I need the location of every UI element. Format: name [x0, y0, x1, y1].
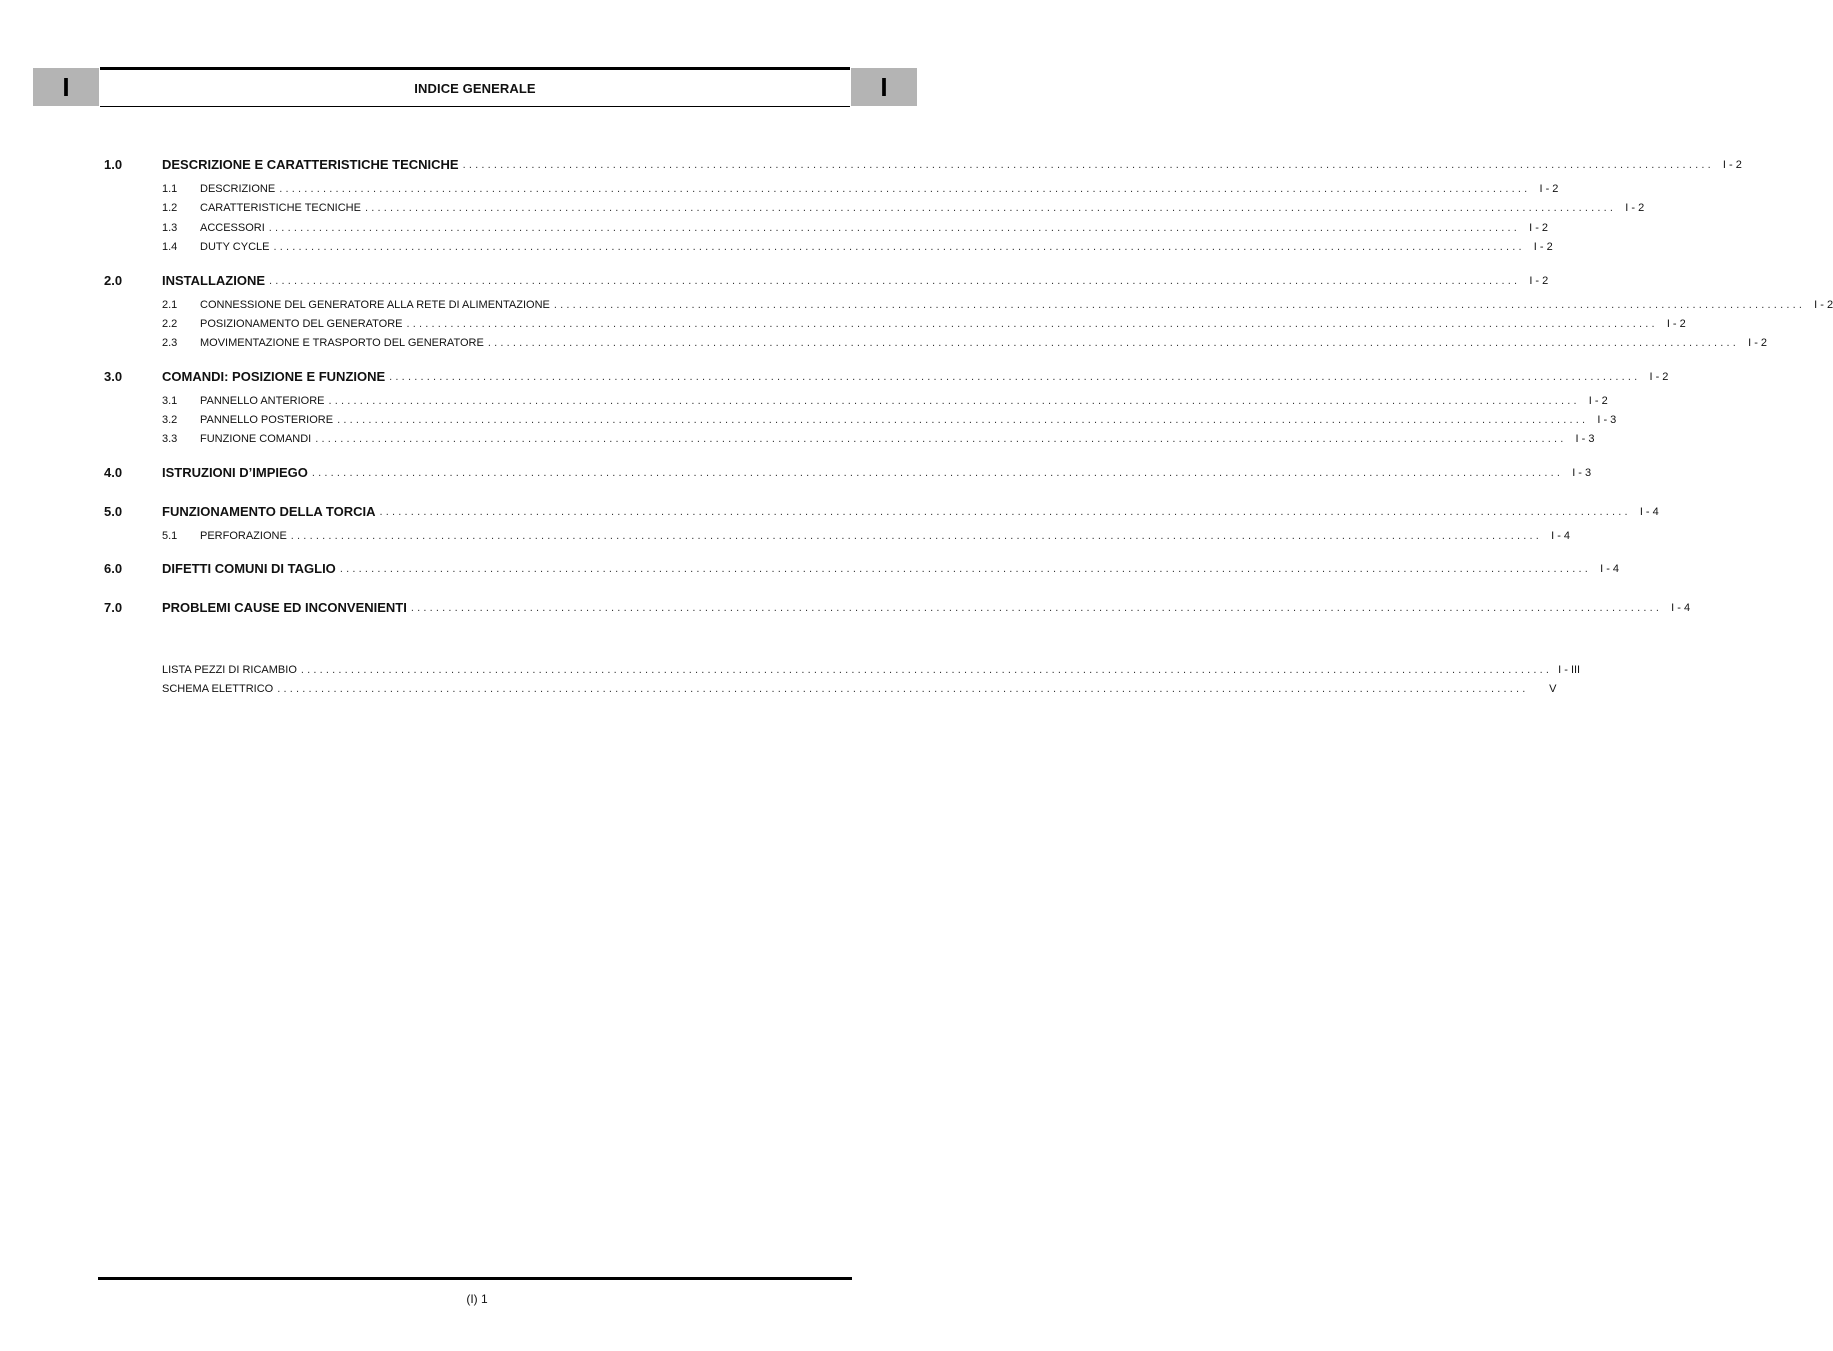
toc-number: 2.1	[162, 299, 178, 311]
toc-leader-dots: ........................................................................................................................................................................................................	[462, 159, 1714, 171]
footer-page-number: (I) 1	[466, 1292, 488, 1306]
toc-section-row[interactable]	[162, 525, 1571, 543]
toc-page-ref: I - 2	[1814, 299, 1833, 311]
toc-title: LISTA PEZZI DI RICAMBIO	[162, 664, 297, 676]
toc-page-ref: I - 2	[1533, 241, 1553, 253]
toc-number: 6.0	[104, 561, 123, 576]
toc-leader-dots: ........................................................................................................................................................................................................	[290, 530, 1543, 542]
toc-number: 3.0	[104, 369, 123, 384]
toc-page-ref: I - 2	[1625, 202, 1645, 214]
toc-page-ref: I - 2	[1666, 318, 1686, 330]
toc-title: DUTY CYCLE	[200, 241, 270, 253]
toc-chapter-row[interactable]	[104, 597, 1691, 615]
toc-number: 5.1	[162, 530, 178, 542]
toc-page-ref: I - 2	[1529, 222, 1549, 234]
toc-title: ACCESSORI	[200, 222, 265, 234]
toc-page-ref: I - 3	[1575, 433, 1595, 445]
toc-section-row[interactable]	[162, 409, 1617, 427]
toc-number: 2.0	[104, 273, 123, 288]
toc-title: MOVIMENTAZIONE E TRASPORTO DEL GENERATORE	[200, 337, 484, 349]
toc-number: 1.3	[162, 222, 178, 234]
toc-title: FUNZIONAMENTO DELLA TORCIA	[162, 504, 376, 519]
toc-title: INSTALLAZIONE	[162, 273, 266, 288]
toc-number: 3.2	[162, 414, 178, 426]
toc-page-ref: I - 2	[1649, 371, 1669, 383]
toc-number: 1.4	[162, 241, 178, 253]
toc-title: PANNELLO POSTERIORE	[200, 414, 334, 426]
section-tab-right: I	[851, 68, 917, 106]
toc-chapter-row[interactable]	[104, 501, 1659, 519]
toc-section-row[interactable]	[162, 217, 1549, 235]
toc-page-ref: V	[1549, 683, 1557, 695]
toc-leader-dots: ........................................................................................................................................................................................................	[315, 433, 1567, 445]
toc-number: 3.3	[162, 433, 178, 445]
toc-leader-dots: ........................................................................................................................................................................................................	[277, 683, 1529, 695]
toc-section-row[interactable]	[162, 178, 1559, 196]
toc-title: PROBLEMI CAUSE ED INCONVENIENTI	[162, 600, 407, 615]
toc-section-row[interactable]	[162, 428, 1595, 446]
toc-number: 2.2	[162, 318, 178, 330]
toc-number: 7.0	[104, 600, 123, 615]
toc-leader-dots: ........................................................................................................................................................................................................	[553, 299, 1806, 311]
toc-chapter-row[interactable]	[104, 154, 1742, 172]
toc-page-ref: I - 3	[1597, 414, 1617, 426]
toc-page-ref: I - 4	[1551, 530, 1571, 542]
toc-number: 5.0	[104, 504, 123, 519]
toc-leader-dots: ........................................................................................................................................................................................................	[339, 563, 1592, 575]
toc-title: DESCRIZIONE E CARATTERISTICHE TECNICHE	[162, 157, 459, 172]
toc-number: 2.3	[162, 337, 178, 349]
toc-title: PANNELLO ANTERIORE	[200, 395, 325, 407]
toc-title: COMANDI: POSIZIONE E FUNZIONE	[162, 369, 386, 384]
footer-divider	[98, 1277, 852, 1280]
toc-leader-dots: ........................................................................................................................................................................................................	[389, 371, 1641, 383]
toc-leader-dots: ........................................................................................................................................................................................................	[273, 241, 1525, 253]
toc-leader-dots: ........................................................................................................................................................................................................	[379, 506, 1631, 518]
toc-number: 1.1	[162, 183, 178, 195]
toc-number: 4.0	[104, 465, 123, 480]
toc-title: PERFORAZIONE	[200, 530, 287, 542]
toc-chapter-row[interactable]	[104, 558, 1620, 576]
toc-title: CONNESSIONE DEL GENERATORE ALLA RETE DI ALIMENTAZIONE	[200, 299, 550, 311]
toc-page-ref: I - 4	[1600, 563, 1620, 575]
toc-page-ref: I - 2	[1529, 275, 1549, 287]
toc-number: 3.1	[162, 395, 178, 407]
toc-number: 1.0	[104, 157, 123, 172]
toc-leader-dots: ........................................................................................................................................................................................................	[268, 222, 1521, 234]
toc-section-row[interactable]	[162, 332, 1768, 350]
toc-appendix-row[interactable]	[162, 678, 1557, 696]
toc-page-ref: I - 2	[1539, 183, 1559, 195]
toc-leader-dots: ........................................................................................................................................................................................................	[279, 183, 1531, 195]
toc-leader-dots: ........................................................................................................................................................................................................	[364, 202, 1617, 214]
toc-number: 1.2	[162, 202, 178, 214]
toc-title: ISTRUZIONI D’IMPIEGO	[162, 465, 308, 480]
toc-chapter-row[interactable]	[104, 462, 1592, 480]
toc-leader-dots: ........................................................................................................................................................................................................	[269, 275, 1521, 287]
toc-title: DESCRIZIONE	[200, 183, 276, 195]
toc-section-row[interactable]	[162, 236, 1553, 254]
toc-leader-dots: ........................................................................................................................................................................................................	[328, 395, 1580, 407]
toc-page-ref: I - 3	[1572, 467, 1592, 479]
toc-leader-dots: ........................................................................................................................................................................................................	[300, 664, 1553, 676]
toc-leader-dots: ........................................................................................................................................................................................................	[337, 414, 1589, 426]
toc-leader-dots: ........................................................................................................................................................................................................	[406, 318, 1658, 330]
toc-title: DIFETTI COMUNI DI TAGLIO	[162, 561, 336, 576]
toc-title: CARATTERISTICHE TECNICHE	[200, 202, 361, 214]
section-tab-left: I	[33, 68, 99, 106]
toc-page-ref: I - 4	[1639, 506, 1659, 518]
toc-leader-dots: ........................................................................................................................................................................................................	[487, 337, 1740, 349]
toc-appendix-row[interactable]	[162, 659, 1581, 677]
toc-section-row[interactable]	[162, 313, 1686, 331]
toc-page-ref: I - 4	[1671, 602, 1691, 614]
toc-page-ref: I - 2	[1722, 159, 1742, 171]
toc-leader-dots: ........................................................................................................................................................................................................	[311, 467, 1564, 479]
toc-section-row[interactable]	[162, 390, 1608, 408]
toc-title: SCHEMA ELETTRICO	[162, 683, 274, 695]
page-header-title: INDICE GENERALE	[100, 67, 850, 107]
toc-title: FUNZIONE COMANDI	[200, 433, 312, 445]
toc-section-row[interactable]	[162, 197, 1645, 215]
toc-title: POSIZIONAMENTO DEL GENERATORE	[200, 318, 403, 330]
toc-section-row[interactable]	[162, 294, 1833, 312]
toc-chapter-row[interactable]	[104, 270, 1549, 288]
toc-leader-dots: ........................................................................................................................................................................................................	[410, 602, 1663, 614]
toc-page-ref: I - 2	[1748, 337, 1768, 349]
toc-chapter-row[interactable]	[104, 366, 1669, 384]
toc-page-ref: I - 2	[1588, 395, 1608, 407]
toc-page-ref: I - III	[1558, 664, 1581, 676]
